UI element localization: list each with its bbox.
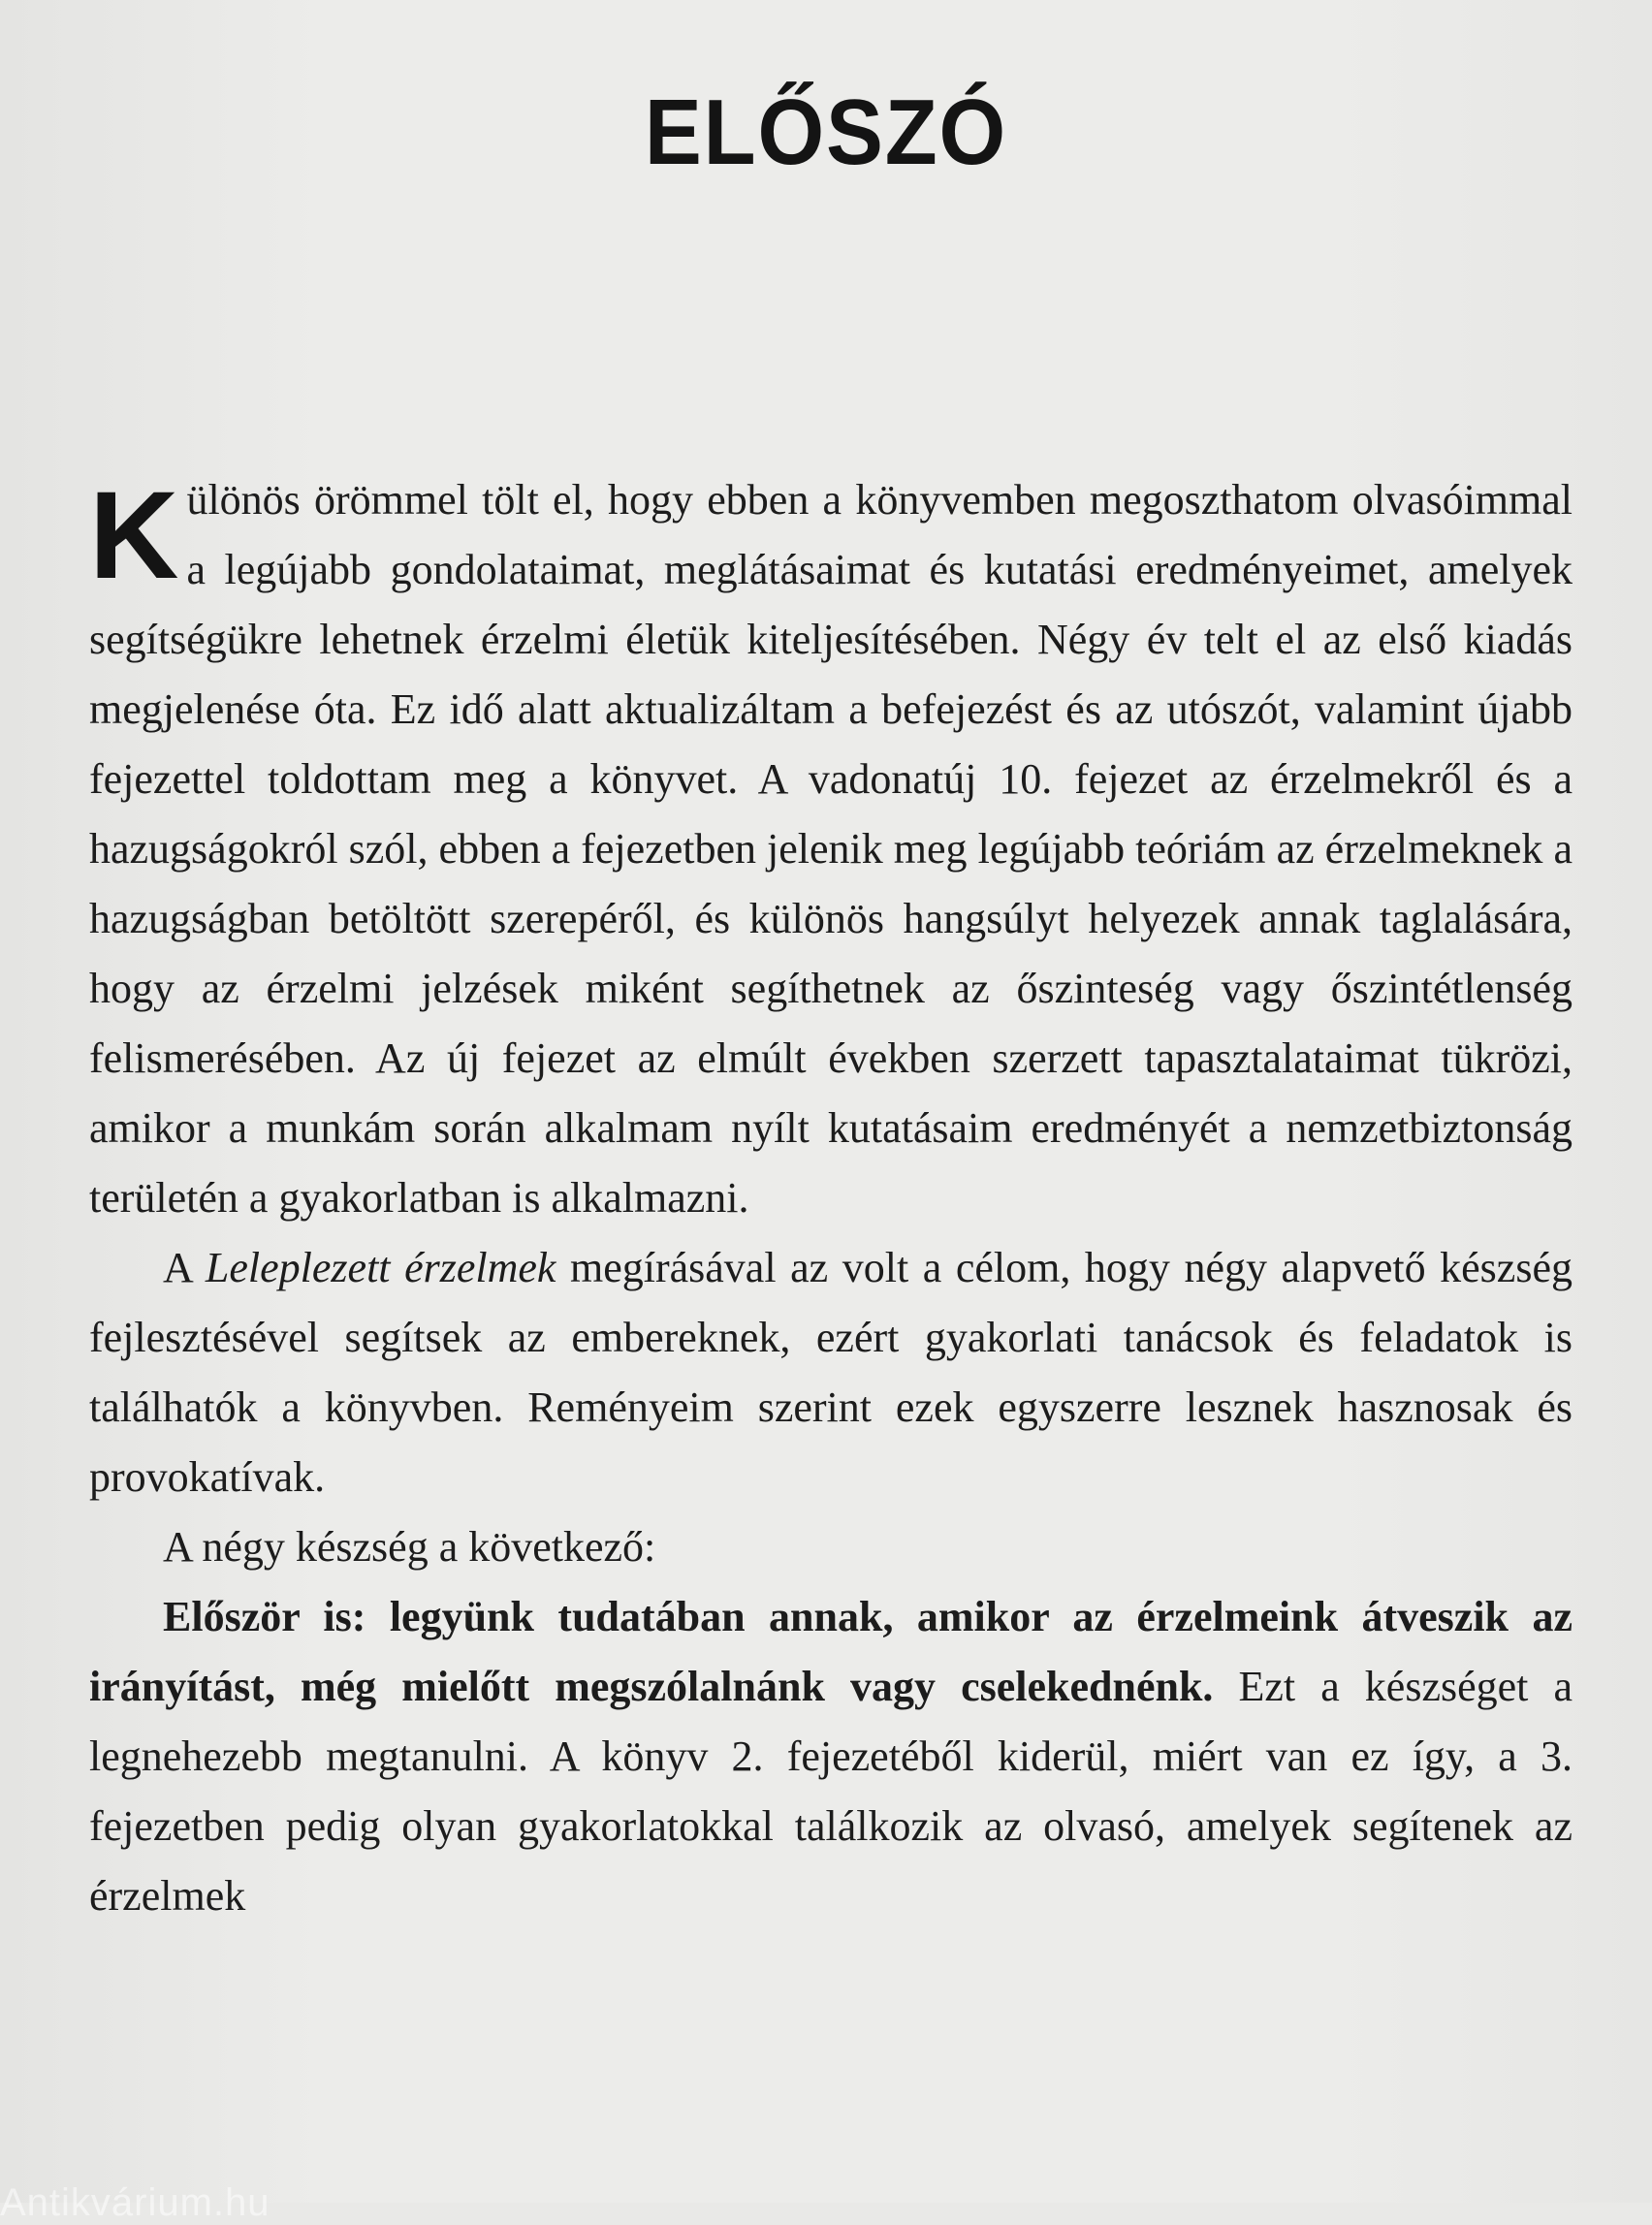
skill-one-bold: Először is: legyünk tudatában annak, amikor az érzelmeink átveszik az irányítást, még mielőtt megszólalnánk vagy cselekednénk. xyxy=(89,1593,1573,1710)
paragraph-2-lead: A xyxy=(163,1244,206,1291)
paragraph-4 xyxy=(89,1582,1573,1931)
drop-cap: K xyxy=(89,466,179,605)
paragraph-1 xyxy=(89,465,1573,1233)
book-title-italic: Leleplezett érzelmek xyxy=(205,1244,556,1291)
bleed-through-text xyxy=(155,0,1493,407)
page-title: ELŐSZÓ xyxy=(644,80,1008,184)
body-text xyxy=(89,465,1573,1931)
paragraph-1-text: ülönös örömmel tölt el, hogy ebben a könyvemben megoszthatom olvasóimmal a legújabb gondolataimat, meglátásaimat és kutatási eredményeimet, amelyek segítségükre lehetnek érzelmi életük kiteljesítésében. Négy év telt el az első kiadás megjelenése óta. Ez idő alatt aktualizáltam a befejezést és az utószót, valamint újabb fejezettel toldottam meg a könyvet. A vadonatúj 10. fejezet az érzelmekről és a hazugságokról szól, ebben a fejezetben jelenik meg legújabb teóriám az érzelmeknek a hazugságban betöltött szerepéről, és különös hangsúlyt helyezek annak taglalására, hogy az érzelmi jelzések miként segíthetnek az őszinteség vagy őszintétlenség felismerésében. Az új fejezet az elmúlt években szerzett tapasztalataimat tükrözi, amikor a munkám során alkalmam nyílt kutatásaim eredményét a nemzetbiztonság területén a gyakorlatban is alkalmazni. xyxy=(89,476,1573,1222)
paragraph-3: A négy készség a következő: xyxy=(163,1523,656,1571)
paragraph-2 xyxy=(89,1233,1573,1512)
watermark: Antikvárium.hu xyxy=(0,2181,270,2224)
paragraph-4-text: Ezt a készséget a legnehezebb megtanulni. A könyv 2. fejezetéből kiderül, miért van ez így, a 3. fejezetben pedig olyan gyakorlatokkal találkozik az olvasó, amelyek segítenek az érzelmek xyxy=(89,1663,1573,1920)
paragraph-2-text: megírásával az volt a célom, hogy négy alapvető készség fejlesztésével segítsek az embereknek, ezért gyakorlati tanácsok és feladatok is találhatók a könyvben. Reményeim szerint ezek egyszerre lesznek hasznosak és provokatívak. xyxy=(89,1244,1573,1501)
